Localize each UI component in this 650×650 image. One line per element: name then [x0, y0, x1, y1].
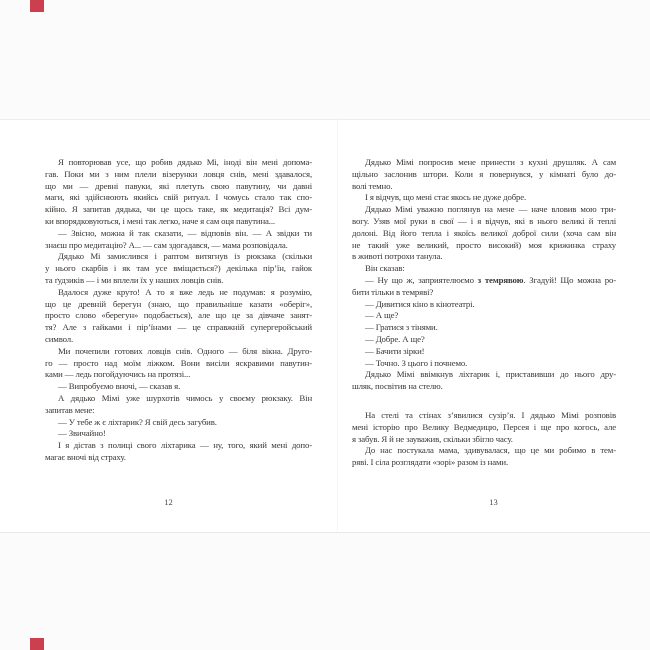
paragraph	[45, 428, 312, 440]
book-page-left-text	[45, 157, 312, 464]
text-line: не такий уже великий, просто високий) моя крижинка страху	[352, 239, 616, 250]
text-line: ки впорядковуються, і мені так легко, наче я сам оця павутина...	[45, 215, 275, 226]
text-line: та ґудзиків — і ми вплели їх у наших ловців снів.	[45, 274, 224, 285]
text-line: — Добре. А ще?	[365, 333, 425, 344]
text-line: Дядько Мімі ввімкнув ліхтарик і, приставивши до нього дру-	[365, 369, 616, 380]
text-line: — Випробуємо вночі, — сказав я.	[58, 381, 181, 392]
text-line: — У тебе ж є ліхтарик? Я свій десь загубив.	[58, 416, 217, 427]
text-line: долоні. Від його тепла і якоїсь великої доброї сили (хоча сам він	[352, 227, 616, 238]
paragraph	[352, 346, 616, 358]
text-line: магає вночі від страху.	[45, 451, 126, 462]
text-line: Ми почепили готових ловців снів. Одного — біля вікна. Друго-	[58, 345, 312, 356]
paragraph	[352, 445, 616, 469]
paragraph	[45, 287, 312, 346]
book-page-right-text	[352, 157, 616, 469]
text-line: що це древній берегун (знаю, що правильніше казати «оберіг»,	[45, 298, 312, 309]
red-bookmark-top	[30, 0, 44, 12]
text-line: — А ще?	[365, 310, 399, 321]
text-line: — Звичайно!	[58, 428, 106, 439]
text-line: До нас постукала мама, здивувалася, що це ми робимо в тем-	[365, 445, 616, 456]
text-line: мені історію про Велику Ведмедицю, Персея і ще про когось, але	[352, 421, 616, 432]
text-line: вогу. Узяв мої руки в свої — і я відчув, які в нього великі й теплі	[352, 215, 616, 226]
paragraph	[45, 251, 312, 286]
paragraph	[45, 346, 312, 381]
text-line: — Бачити зірки!	[365, 345, 425, 356]
text-line: я забув. Я й не зауважив, скільки збігло часу.	[352, 433, 513, 444]
red-bookmark-bottom	[30, 638, 44, 650]
text-line: просто слово «берегун» подобається), але що це за дівчаче занят-	[45, 310, 312, 321]
text-line: А дядько Мімі уже шурхотів чимось у своєму рюкзаку. Він	[58, 392, 312, 403]
text-line: кійно. Я запитав дядька, чи це щось таке, як медитація? Всі дум-	[45, 204, 312, 215]
text-line: що ми — древні павуки, які плетуть свою павутину, чи давні	[45, 180, 312, 191]
paragraph	[352, 263, 616, 275]
text-line: запитав мене:	[45, 404, 95, 415]
text-line: волі темно.	[352, 180, 393, 191]
text-line: На стелі та стінах з’явилися сузір’я. І дядько Мімі розповів	[365, 409, 616, 420]
text-line: го — просто над моїм ліжком. Вони висіли яскравими павутин-	[45, 357, 312, 368]
page-gutter-seam	[337, 119, 338, 531]
paragraph	[45, 228, 312, 252]
paragraph	[352, 275, 616, 299]
paragraph	[352, 369, 616, 393]
text-line: тя? Але з гайками і пір’їнами — це справжній супергеройський	[45, 322, 312, 333]
text-line: — Ну що ж, заприятелюємо з темрявою. Згадуй! Що можна ро-	[365, 274, 616, 285]
page-number-right: 13	[489, 497, 498, 507]
text-line: гав. Поки ми з ним плели візерунки ловця снів, мені здавалося,	[45, 168, 312, 179]
paragraph	[45, 440, 312, 464]
text-line: Я повторював усе, що робив дядько Мі, іноді він мені допома-	[58, 157, 312, 167]
paragraph	[352, 358, 616, 370]
text-line: Дядько Мімі уважно поглянув на мене — наче вловив мою три-	[365, 204, 616, 215]
page-number-left: 12	[164, 497, 173, 507]
text-line: в животі потрохи танула.	[352, 251, 443, 262]
paragraph	[352, 299, 616, 311]
paragraph	[45, 417, 312, 429]
text-line: у нього скарбів і як там усе вміщається?) декілька пір’їн, гайок	[45, 263, 312, 274]
paragraph	[45, 381, 312, 393]
paragraph	[352, 192, 616, 204]
text-line: І я відчув, що мені стає якось не дуже добре.	[365, 192, 527, 203]
text-line: шляк, посвітив на стелю.	[352, 381, 443, 392]
paragraph	[352, 204, 616, 263]
text-line: ками — ледь погойдуючись на протязі...	[45, 369, 191, 380]
section-break	[352, 393, 616, 410]
text-line: — Дивитися кіно в кінотеатрі.	[365, 298, 475, 309]
paragraph	[352, 334, 616, 346]
paragraph	[352, 410, 616, 445]
text-line: — Гратися з тінями.	[365, 322, 438, 333]
paragraph	[45, 393, 312, 417]
text-line: Він сказав:	[365, 263, 405, 274]
text-line: Дядько Мімі попросив мене принести з кухні друшляк. А сам	[365, 157, 616, 167]
text-line: маги, які здійснюють якийсь свій ритуал. І чомусь стало так спо-	[45, 192, 312, 203]
text-line: — Звісно, можна й так сказати, — відповів він. — А звідки ти	[58, 227, 312, 238]
text-line: щільно заслонив штори. Коли я повернувся, у кімнаті було до-	[352, 168, 616, 179]
text-line: знаєш про медитацію? А... — сам здогадався, — мама розповідала.	[45, 239, 288, 250]
paragraph	[352, 322, 616, 334]
text-line: бити тільки в темряві?	[352, 286, 434, 297]
paragraph	[352, 310, 616, 322]
text-line: — Точно. З цього і почнемо.	[365, 357, 468, 368]
text-line: символ.	[45, 333, 74, 344]
paragraph	[352, 157, 616, 192]
text-line: ряві. І сіла розглядати «зорі» разом із нами.	[352, 457, 509, 468]
paragraph	[45, 157, 312, 228]
text-line: І я дістав з полиці свого ліхтарика — ну, того, який мені допо-	[58, 440, 312, 451]
text-line: Вдалося дуже круто! А то я вже ледь не подумав: я розумію,	[58, 286, 312, 297]
text-line: Дядько Мі замислився і раптом витягнув із рюкзака (скільки	[58, 251, 312, 262]
